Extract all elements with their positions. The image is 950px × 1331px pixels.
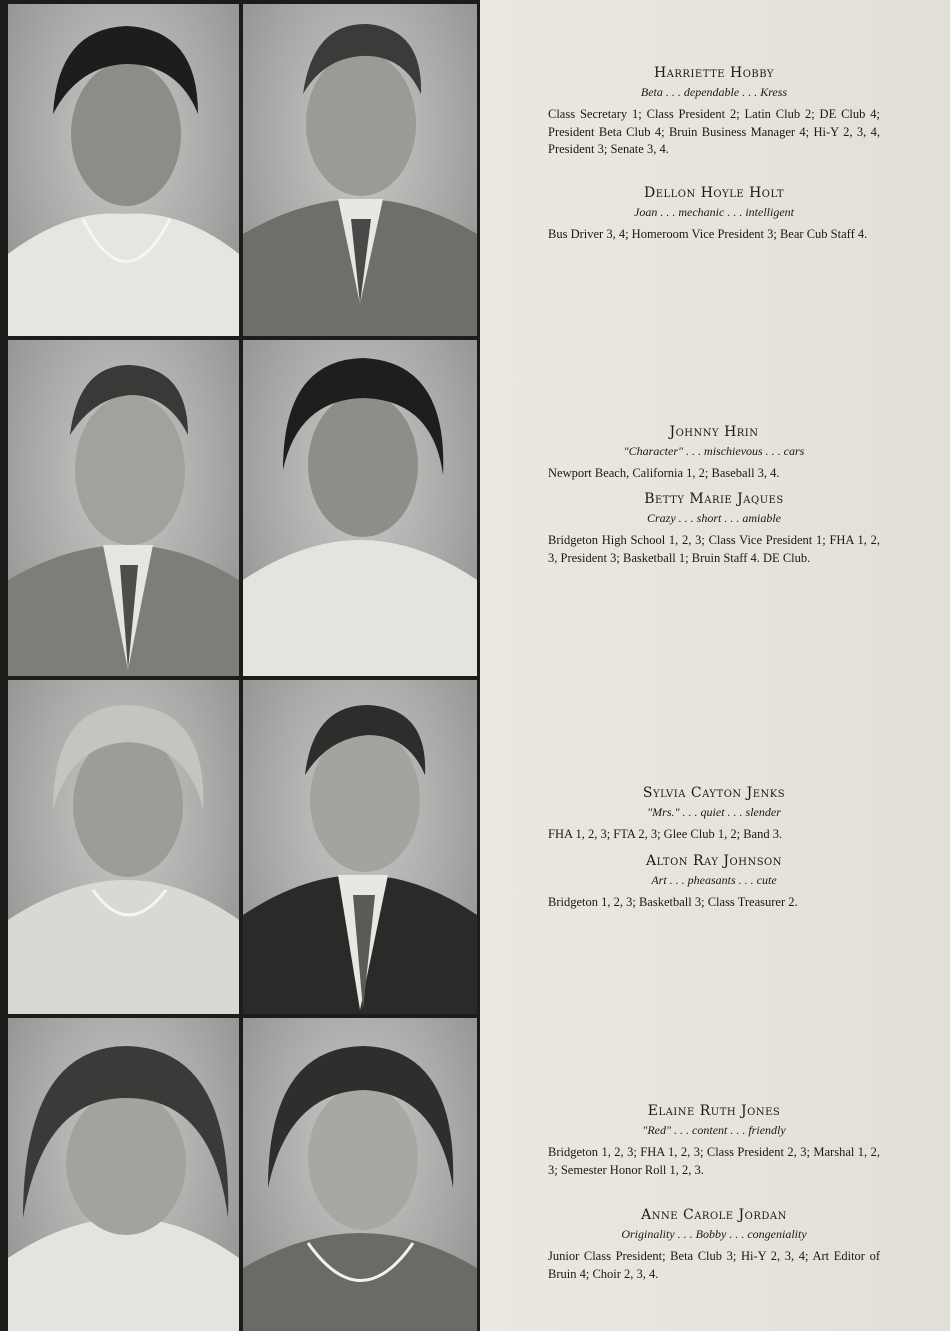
student-motto: "Red" . . . content . . . friendly xyxy=(642,1123,786,1137)
student-entry-jenks xyxy=(548,784,880,844)
student-activities: FHA 1, 2, 3; FTA 2, 3; Glee Club 1, 2; Band 3. xyxy=(548,827,783,841)
student-name: Harriette Hobby xyxy=(653,65,775,81)
student-entry-hobby xyxy=(548,64,880,159)
student-motto: Originality . . . Bobby . . . congeniality xyxy=(621,1227,807,1241)
student-entry-jones xyxy=(548,1102,880,1179)
portrait-photo-johnson xyxy=(243,680,477,1014)
student-activities: Bridgeton 1, 2, 3; Basketball 3; Class Treasurer 2. xyxy=(548,895,798,909)
portrait-photo-hobby xyxy=(8,4,239,336)
portrait-photo-jordan xyxy=(243,1018,477,1331)
portrait-photo-jenks xyxy=(8,680,239,1014)
student-entry-johnson xyxy=(548,852,880,912)
student-activities: Bridgeton High School 1, 2, 3; Class Vice President 1; FHA 1, 2, 3, President 3; Basketball 1; Bruin Staff 4. DE Club. xyxy=(548,533,880,565)
student-motto: Art . . . pheasants . . . cute xyxy=(651,873,777,887)
student-activities: Bridgeton 1, 2, 3; FHA 1, 2, 3; Class President 2, 3; Marshal 1, 2, 3; Semester Honor Roll 1, 2, 3. xyxy=(548,1145,880,1177)
student-activities: Class Secretary 1; Class President 2; Latin Club 2; DE Club 4; President Beta Club 4; Bruin Business Manager 4; Hi-Y 2, 3, 4, President 3; Senate 3, 4. xyxy=(548,107,880,156)
student-entry-hrin xyxy=(548,423,880,483)
student-entry-jaques xyxy=(548,490,880,567)
student-name: Alton Ray Johnson xyxy=(646,853,782,869)
student-motto: Crazy . . . short . . . amiable xyxy=(646,511,781,525)
student-activities: Bus Driver 3, 4; Homeroom Vice President 3; Bear Cub Staff 4. xyxy=(548,227,868,241)
student-name: Anne Carole Jordan xyxy=(641,1207,787,1223)
student-name: Elaine Ruth Jones xyxy=(647,1103,781,1119)
student-entry-holt xyxy=(548,184,880,244)
portrait-photo-holt xyxy=(243,4,477,336)
student-name: Johnny Hrin xyxy=(669,424,759,440)
student-activities: Newport Beach, California 1, 2; Baseball 3, 4. xyxy=(548,466,780,480)
portrait-photo-hrin xyxy=(8,340,239,676)
portrait-photo-jaques xyxy=(243,340,477,676)
student-entry-jordan xyxy=(548,1206,880,1283)
student-motto: "Mrs." . . . quiet . . . slender xyxy=(647,805,781,819)
student-name: Sylvia Cayton Jenks xyxy=(642,785,786,801)
student-motto: "Character" . . . mischievous . . . cars xyxy=(623,444,805,458)
student-motto: Beta . . . dependable . . . Kress xyxy=(640,85,788,99)
portrait-photo-jones xyxy=(8,1018,239,1331)
student-activities: Junior Class President; Beta Club 3; Hi-Y 2, 3, 4; Art Editor of Bruin 4; Choir 2, 3, 4. xyxy=(548,1249,880,1281)
student-name: Dellon Hoyle Holt xyxy=(643,185,784,201)
student-motto: Joan . . . mechanic . . . intelligent xyxy=(634,205,794,219)
student-name: Betty Marie Jaques xyxy=(644,491,784,507)
